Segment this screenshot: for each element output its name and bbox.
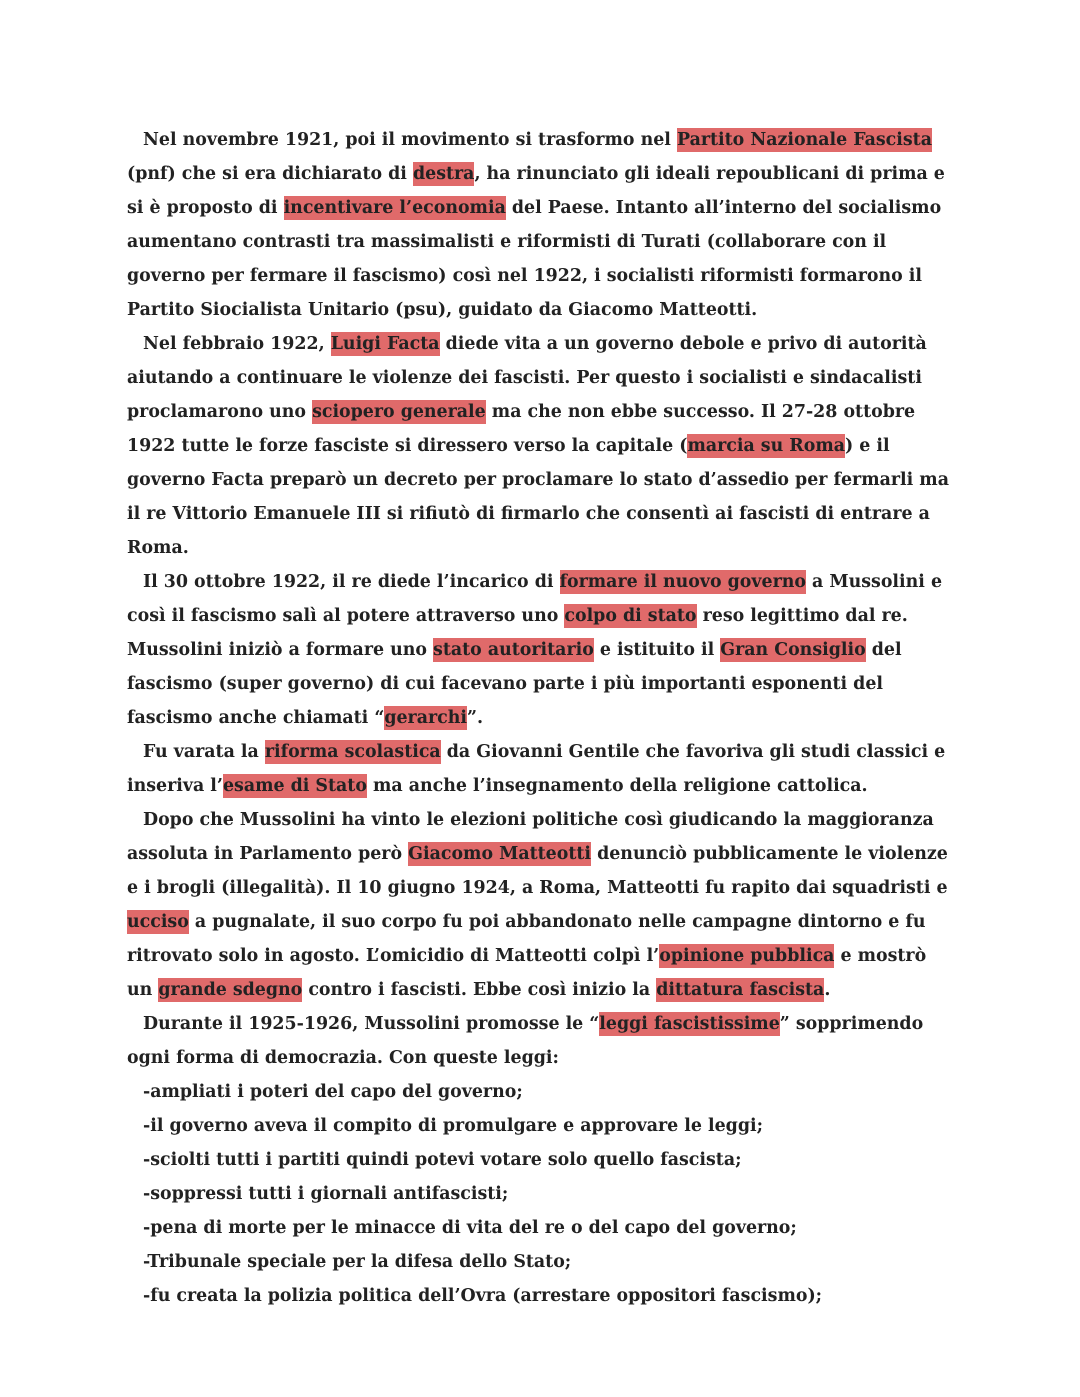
paragraph-text: del Paese. Intanto all’interno del socialismo aumentano contrasti tra massimalisti e riformisti di Turati (collaborare con il governo per fermare il fascismo) così nel 1922, i socialisti riformisti formarono il Partito Siocialista Unitario (psu), guidato da Giacomo Matteotti. bbox=[127, 198, 942, 320]
paragraph-text: da Giovanni Gentile che favoriva gli studi classici e inseriva l’ bbox=[127, 742, 946, 796]
paragraph-text: e mostrò un bbox=[127, 946, 927, 1000]
paragraph-text: contro i fascisti. Ebbe così inizio la bbox=[302, 980, 657, 1000]
paragraph-text: denunciò pubblicamente le violenze e i brogli (illegalità). Il 10 giugno 1924, a Roma, Matteotti fu rapito dai squadristi e bbox=[127, 844, 948, 898]
paragraph bbox=[127, 735, 957, 803]
paragraph-text: ma anche l’insegnamento della religione cattolica. bbox=[366, 776, 868, 796]
list-item: -sciolti tutti i partiti quindi potevi votare solo quello fascista; bbox=[143, 1150, 742, 1170]
paragraph-text: Il 30 ottobre 1922, il re diede l’incarico di bbox=[143, 572, 560, 592]
highlighted-term: Giacomo Matteotti bbox=[408, 844, 592, 864]
paragraph-text: e istituito il bbox=[593, 640, 721, 660]
highlighted-term: ucciso bbox=[127, 912, 189, 932]
document-body bbox=[127, 123, 957, 1075]
paragraph-text: Durante il 1925-1926, Mussolini promosse le “ bbox=[143, 1014, 600, 1034]
highlighted-term: esame di Stato bbox=[222, 776, 367, 796]
paragraph bbox=[127, 565, 957, 735]
paragraph-text: Nel febbraio 1922, bbox=[143, 334, 331, 354]
highlighted-term: sciopero generale bbox=[312, 402, 486, 422]
list-item: -fu creata la polizia politica dell’Ovra (arrestare oppositori fascismo); bbox=[143, 1286, 823, 1306]
highlighted-term: opinione pubblica bbox=[659, 946, 835, 966]
list-item: -pena di morte per le minacce di vita del re o del capo del governo; bbox=[143, 1218, 797, 1238]
paragraph-text: a pugnalate, il suo corpo fu poi abbandonato nelle campagne dintorno e fu ritrovato solo in agosto. L’omicidio di Matteotti colpì l’ bbox=[127, 912, 926, 966]
list-item: -il governo aveva il compito di promulgare e approvare le leggi; bbox=[143, 1116, 764, 1136]
highlighted-term: Gran Consiglio bbox=[720, 640, 866, 660]
highlighted-term: Luigi Facta bbox=[330, 334, 440, 354]
paragraph bbox=[127, 1007, 957, 1075]
highlighted-term: marcia su Roma bbox=[687, 436, 846, 456]
paragraph-text: del fascismo (super governo) di cui facevano parte i più importanti esponenti del fascismo anche chiamati “ bbox=[127, 640, 902, 728]
highlighted-term: dittatura fascista bbox=[656, 980, 825, 1000]
highlighted-term: stato autoritario bbox=[433, 640, 594, 660]
laws-list bbox=[127, 1075, 957, 1313]
highlighted-term: formare il nuovo governo bbox=[559, 572, 806, 592]
highlighted-term: gerarchi bbox=[384, 708, 467, 728]
highlighted-term: riforma scolastica bbox=[264, 742, 441, 762]
paragraph-text: Fu varata la bbox=[143, 742, 265, 762]
highlighted-term: destra bbox=[412, 164, 475, 184]
paragraph-text: diede vita a un governo debole e privo di autorità aiutando a continuare le violenze dei fascisti. Per questo i socialisti e sindacalisti proclamarono uno bbox=[127, 334, 927, 422]
paragraph-text: . bbox=[824, 980, 831, 1000]
paragraph-text: Nel novembre 1921, poi il movimento si trasformo nel bbox=[143, 130, 677, 150]
paragraph-text: , ha rinunciato gli ideali repoublicani di prima e si è proposto di bbox=[127, 164, 945, 218]
list-item: -Tribunale speciale per la difesa dello Stato; bbox=[143, 1252, 572, 1272]
paragraph-text: reso legittimo dal re. Mussolini iniziò a formare uno bbox=[127, 606, 908, 660]
highlighted-term: Partito Nazionale Fascista bbox=[676, 130, 932, 150]
document-page bbox=[127, 123, 957, 1313]
list-item: -soppressi tutti i giornali antifascisti; bbox=[143, 1184, 509, 1204]
paragraph-text: (pnf) che si era dichiarato di bbox=[127, 164, 413, 184]
highlighted-term: leggi fascistissime bbox=[599, 1014, 780, 1034]
paragraph-text: Dopo che Mussolini ha vinto le elezioni politiche così giudicando la maggioranza assoluta in Parlamento però bbox=[127, 810, 934, 864]
highlighted-term: colpo di stato bbox=[564, 606, 697, 626]
paragraph bbox=[127, 123, 957, 327]
paragraph-text: ” sopprimendo ogni forma di democrazia. Con queste leggi: bbox=[127, 1014, 924, 1068]
paragraph-text: a Mussolini e così il fascismo salì al potere attraverso uno bbox=[127, 572, 943, 626]
paragraph bbox=[127, 803, 957, 1007]
highlighted-term: incentivare l’economia bbox=[283, 198, 506, 218]
paragraph bbox=[127, 327, 957, 565]
paragraph-text: ”. bbox=[467, 708, 484, 728]
paragraph-text: ) e il governo Facta preparò un decreto per proclamare lo stato d’assedio per fermarli ma il re Vittorio Emanuele III si rifiutò di firmarlo che consentì ai fascisti di entrare a Roma. bbox=[127, 436, 949, 558]
list-item: -ampliati i poteri del capo del governo; bbox=[143, 1082, 523, 1102]
paragraph-text: ma che non ebbe successo. Il 27-28 ottobre 1922 tutte le forze fasciste si diressero verso la capitale ( bbox=[127, 402, 916, 456]
highlighted-term: grande sdegno bbox=[158, 980, 303, 1000]
